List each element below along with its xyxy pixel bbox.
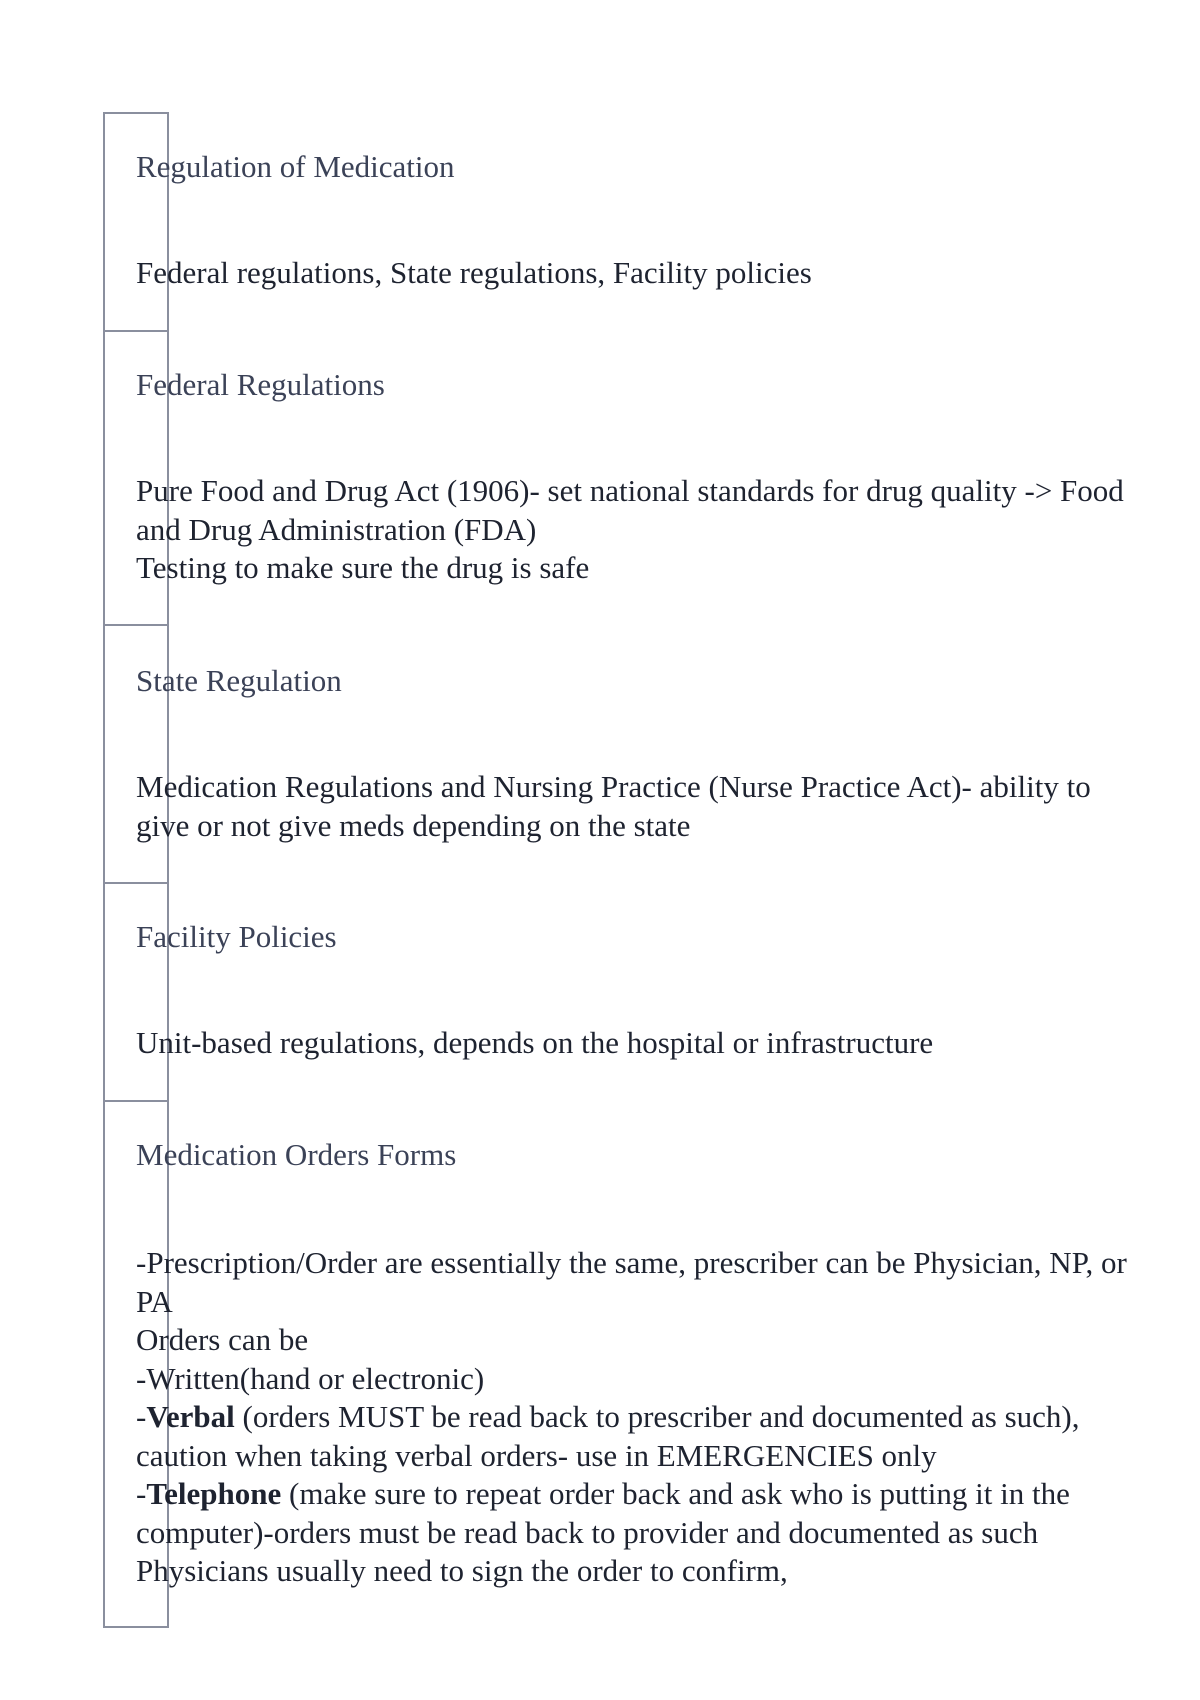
card-term-1: Regulation of Medication	[136, 149, 455, 184]
card-term-4: Facility Policies	[136, 919, 337, 954]
definition-line: -Prescription/Order are essentially the same, prescriber can be Physician, NP, or PA	[136, 1245, 1127, 1319]
verbal-prefix: -	[136, 1399, 147, 1434]
verbal-description: (orders MUST be read back to prescriber and documented as such), caution when taking verbal orders- use in EMERGENCIES only	[136, 1399, 1080, 1473]
telephone-description: (make sure to repeat order back and ask who is putting it in the computer)-orders must be read back to provider and documented as such	[136, 1476, 1070, 1550]
telephone-prefix: -	[136, 1476, 147, 1511]
definition-line: Physicians usually need to sign the order to confirm,	[136, 1553, 788, 1588]
definition-line: Federal regulations, State regulations, Facility policies	[136, 255, 812, 290]
verbal-order-line	[136, 1398, 1146, 1475]
card-definition-2	[136, 472, 1146, 588]
card-term-3: State Regulation	[136, 663, 342, 698]
card-frame-1	[103, 112, 169, 332]
definition-line: Testing to make sure the drug is safe	[136, 550, 590, 585]
card-term-2: Federal Regulations	[136, 367, 385, 402]
telephone-order-line	[136, 1475, 1146, 1552]
definition-line: Orders can be	[136, 1322, 309, 1357]
definition-line: Pure Food and Drug Act (1906)- set national standards for drug quality -> Food and Drug Administration (FDA)	[136, 473, 1124, 547]
card-definition-1	[136, 254, 1146, 293]
card-frame-4	[103, 882, 169, 1102]
verbal-label: Verbal	[146, 1399, 235, 1434]
telephone-label: Telephone	[146, 1476, 282, 1511]
definition-line: Unit-based regulations, depends on the hospital or infrastructure	[136, 1025, 934, 1060]
card-definition-3	[136, 768, 1146, 845]
card-term-5: Medication Orders Forms	[136, 1137, 457, 1172]
card-definition-5	[136, 1244, 1146, 1591]
definition-line: Medication Regulations and Nursing Practice (Nurse Practice Act)- ability to give or not give meds depending on the state	[136, 769, 1091, 843]
card-definition-4	[136, 1024, 1146, 1063]
definition-line: -Written(hand or electronic)	[136, 1360, 485, 1396]
